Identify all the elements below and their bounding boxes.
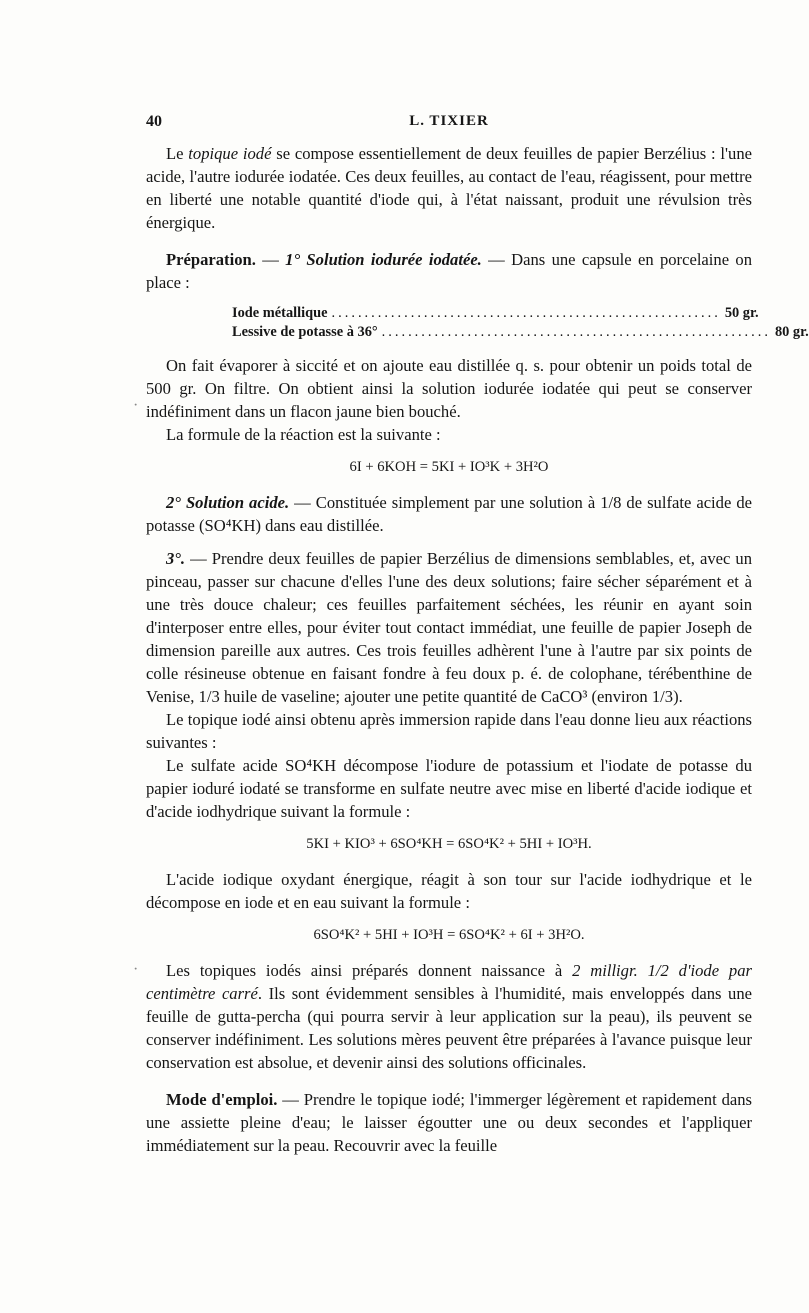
- ingredient-row: [232, 304, 759, 323]
- preparation-text: — Dans une capsule en porcelaine on place :: [146, 250, 752, 292]
- formula-1: 6I + 6KOH = 5KI + IO³K + 3H²O: [349, 459, 549, 475]
- mode-heading: Mode d'emploi.: [166, 1090, 278, 1109]
- page-body: [146, 142, 809, 1157]
- closing-amount: 2 milligr. 1/2 d'iode par centimètre carré: [146, 961, 752, 1003]
- oxidation-paragraph: L'acide iodique oxydant énergique, réagit à son tour sur l'acide iodhydrique et le décompose en iode et en eau suivant la formule :: [146, 870, 752, 912]
- ingredient-row: [232, 323, 809, 342]
- closing-text: . Ils sont évidemment sensibles à l'humidité, mais enveloppés dans une feuille de gutta-percha (qui pourra servir à leur application sur la peau), ils peuvent se conserver indéfiniment. Les solutions mères peuvent être préparées à l'avance puisque leur conservation est absolue, et devenir ainsi des solutions officinales.: [146, 984, 752, 1072]
- evaporation-paragraph: On fait évaporer à siccité et on ajoute eau distillée q. s. pour obtenir un poids total de 500 gr. On filtre. On obtient ainsi la solution iodurée iodatée qui peut se conserver indéfiniment dans un flacon jaune bien bouché.: [146, 356, 752, 421]
- formula-2: 5KI + KIO³ + 6SO⁴KH = 6SO⁴K² + 5HI + IO³H.: [306, 836, 592, 852]
- ingredient-quantity: 80 gr.: [774, 324, 809, 340]
- leader-dots: ...........................................................: [381, 324, 771, 340]
- margin-mark: ·: [133, 397, 139, 414]
- sulfate-paragraph: Le sulfate acide SO⁴KH décompose l'iodure de potassium et l'iodate de potasse du papier ioduré iodaté se transforme en sulfate neutre avec mise en liberté d'acide iodique et d'acide iodhydrique suivant la formule :: [146, 756, 752, 821]
- preparation-dash: —: [255, 250, 286, 269]
- reaction-intro: Le topique iodé ainsi obtenu après immersion rapide dans l'eau donne lieu aux réactions suivantes :: [146, 710, 752, 752]
- running-title: L. TIXIER: [409, 113, 489, 129]
- formula-intro: La formule de la réaction est la suivante :: [166, 425, 441, 444]
- intro-text: se compose essentiellement de deux feuilles de papier Berzélius : l'une acide, l'autre iodurée iodatée. Ces deux feuilles, au contact de l'eau, réagissent, pour mettre en liberté une notable quantité d'iode qui, à l'état naissant, produit une révulsion très énergique.: [146, 144, 752, 232]
- margin-mark: ·: [133, 961, 139, 978]
- ingredient-name: Iode métallique: [232, 305, 328, 321]
- ingredient-quantity: 50 gr.: [724, 305, 759, 321]
- preparation-paragraph: [146, 248, 752, 294]
- mode-text: — Prendre le topique iodé; l'immerger légèrement et rapidement dans une assiette pleine d'eau; le laisser égoutter une ou deux secondes et l'appliquer immédiatement sur la peau. Recouvrir avec la feuille: [146, 1090, 752, 1155]
- step3-text: — Prendre deux feuilles de papier Berzélius de dimensions semblables, et, avec un pinceau, passer sur chacune d'elles l'une des deux solutions; faire sécher séparément et à une très douce chaleur; ces feuilles parfaitement séchées, les réunir en ayant soin d'interposer entre elles, pour éviter tout contact immédiat, une feuille de papier Joseph de dimension pareille aux autres. Ces trois feuilles adhèrent l'une à l'autre par six points de colle résineuse obtenue en faisant fondre à feu doux p. é. de colophane, térébenthine de Venise, 1/3 huile de vaseline; ajouter une petite quantité de CaCO³ (environ 1/3).: [146, 549, 752, 706]
- preparation-heading: Préparation.: [166, 250, 256, 269]
- intro-term: topique iodé: [188, 144, 272, 163]
- leader-dots: ...........................................................: [331, 305, 721, 321]
- page-header: [146, 110, 752, 134]
- step3-paragraph: [146, 547, 752, 708]
- ingredient-name: Lessive de potasse à 36°: [232, 324, 378, 340]
- solution2-text: — Constituée simplement par une solution à 1/8 de sulfate acide de potasse (SO⁴KH) dans eau distillée.: [146, 493, 752, 535]
- step3-heading: 3°.: [166, 549, 186, 568]
- formula-3: 6SO⁴K² + 5HI + IO³H = 6SO⁴K² + 6I + 3H²O.: [313, 927, 585, 943]
- closing-lead: Les topiques iodés ainsi préparés donnent naissance à: [166, 961, 573, 980]
- mode-paragraph: [146, 1088, 752, 1157]
- ingredient-list: [232, 304, 809, 342]
- page-number: 40: [146, 113, 162, 130]
- preparation-subheading: 1° Solution iodurée iodatée.: [285, 250, 482, 269]
- solution2-heading: 2° Solution acide.: [166, 493, 290, 512]
- intro-paragraph: [146, 142, 752, 234]
- solution2-paragraph: [146, 491, 752, 537]
- intro-lead: Le: [166, 144, 189, 163]
- closing-paragraph: [146, 959, 752, 1074]
